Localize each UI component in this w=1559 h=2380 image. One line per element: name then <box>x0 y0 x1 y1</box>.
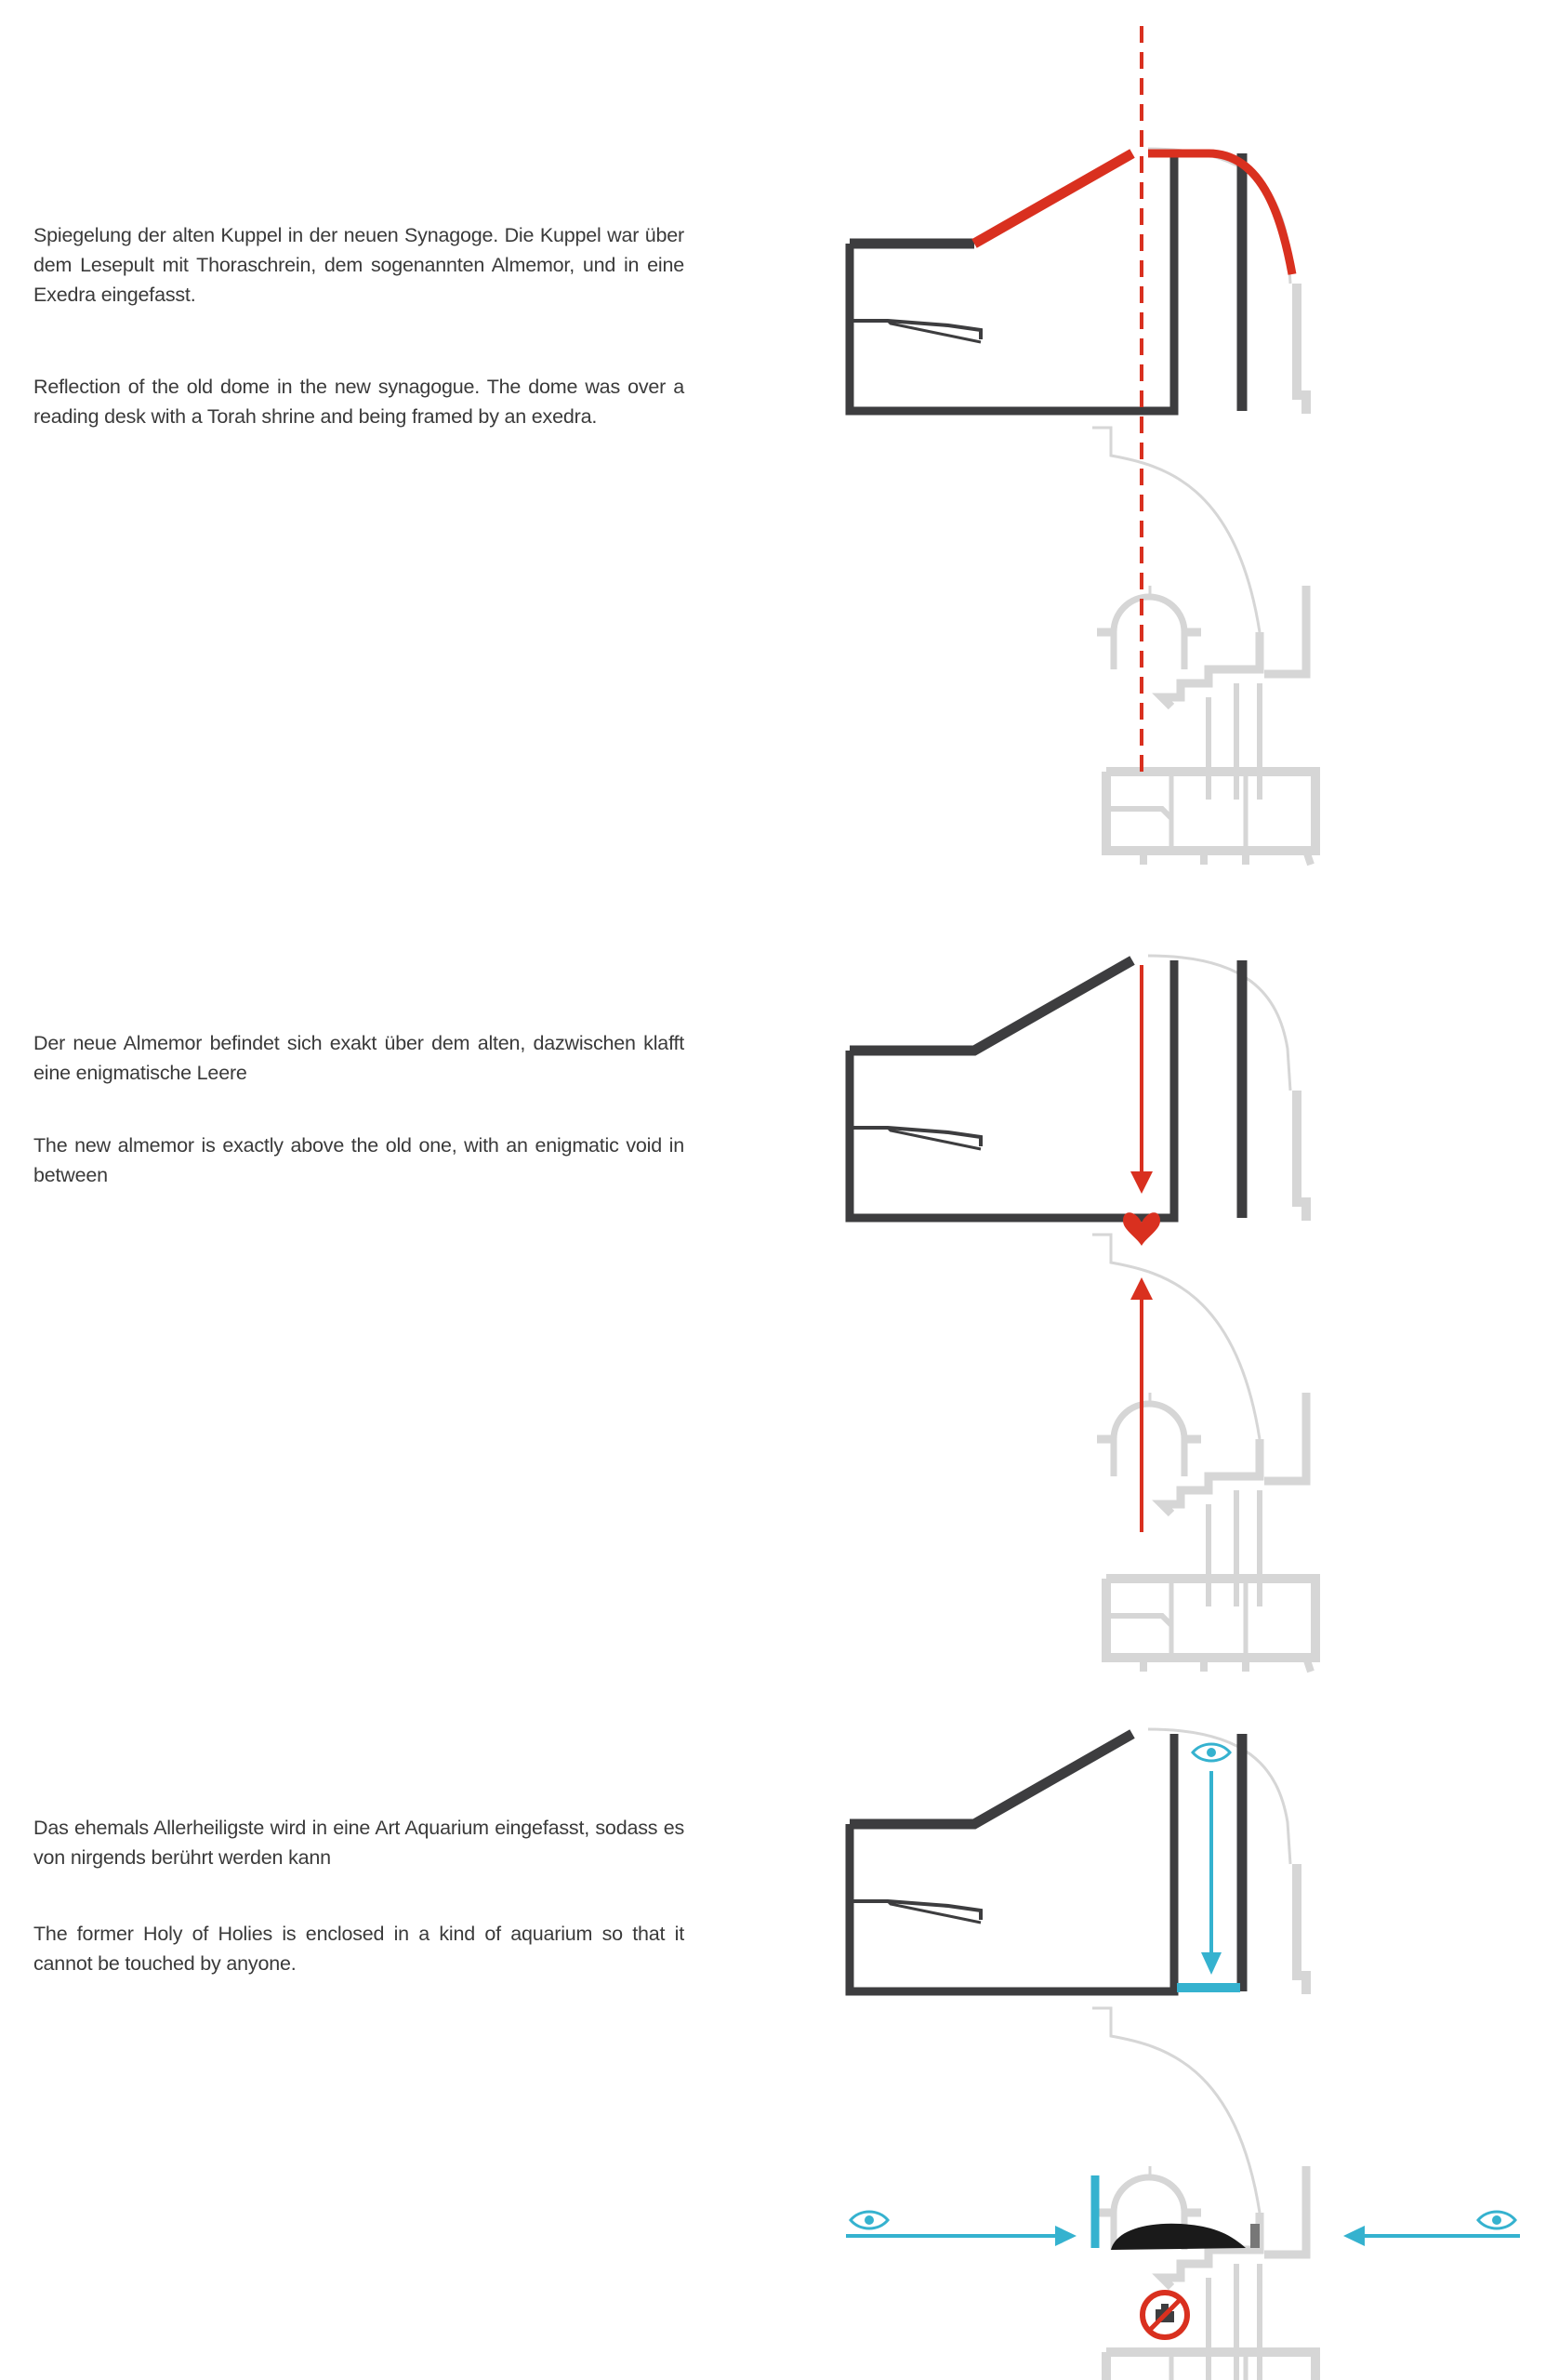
section-2-text-de: Der neue Almemor befindet sich exakt über dem alten, dazwischen klafft eine enigmatische Leere <box>33 1032 684 1084</box>
section-2-text-en: The new almemor is exactly above the old one, with an enigmatic void in between <box>33 1134 684 1186</box>
section-1-text-de: Spiegelung der alten Kuppel in der neuen Synagoge. Die Kuppel war über dem Lesepult mit Thoraschrein, dem sogenannten Almemor, und in eine Exedra eingefasst. <box>33 224 684 306</box>
eye-icon <box>851 2212 888 2228</box>
eye-icon <box>1478 2212 1515 2228</box>
diagram-1 <box>850 26 1315 865</box>
diagram-3 <box>846 1729 1520 2380</box>
section-3-text-de: Das ehemals Allerheiligste wird in eine Art Aquarium eingefasst, sodass es von nirgends berührt werden kann <box>33 1817 684 1869</box>
diagram-2 <box>850 956 1315 1672</box>
section-3-text-en: The former Holy of Holies is enclosed in a kind of aquarium so that it cannot be touched by anyone. <box>33 1923 684 1975</box>
no-touch-icon <box>1143 2293 1187 2337</box>
section-1-text-en: Reflection of the old dome in the new synagogue. The dome was over a reading desk with a Torah shrine and being framed by an exedra. <box>33 376 684 428</box>
eye-icon <box>1193 1744 1230 1761</box>
